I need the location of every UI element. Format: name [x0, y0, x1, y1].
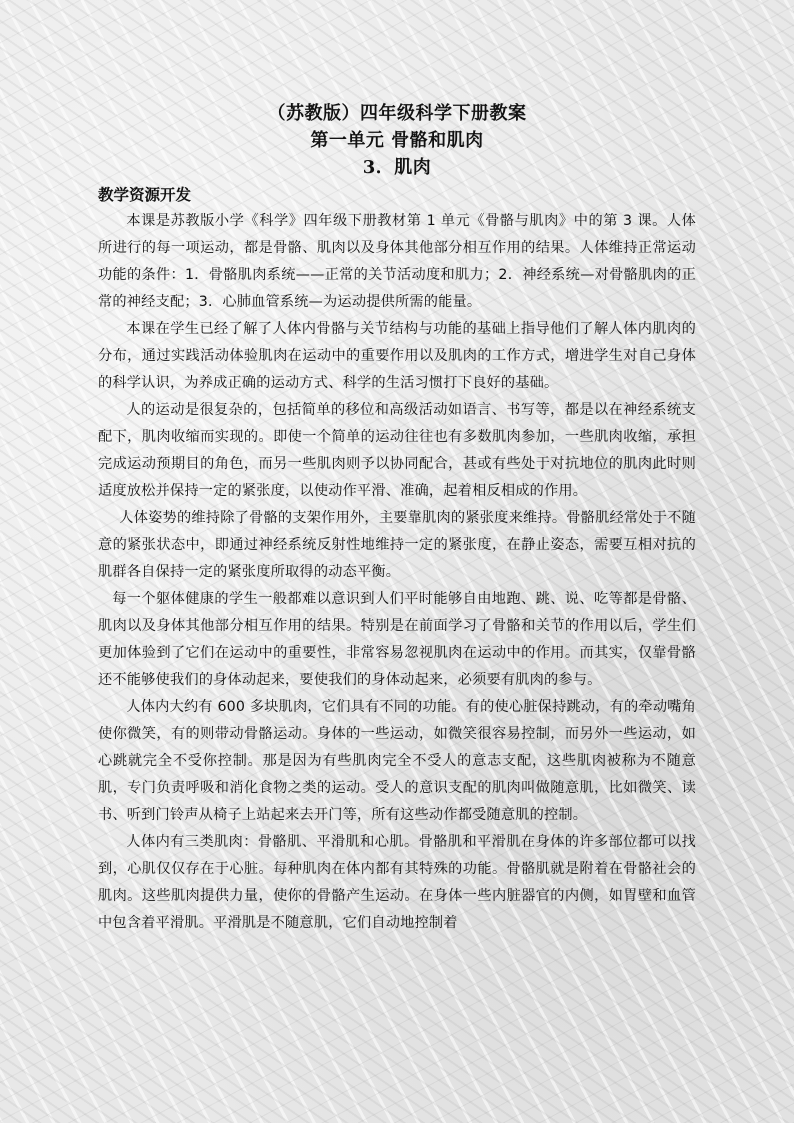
paragraph-lesson-basis: 本课在学生已经了解了人体内骨骼与关节结构与功能的基础上指导他们了解人体内肌肉的分布，通过实践活动体验肌肉在运动中的重要作用以及肌肉的工作方式，增进学生对自己身体的科学认识，为养成正确的运动方式、科学的生活习惯打下良好的基础。 [98, 321, 696, 391]
paragraph-muscle-count: 人体内大约有 600 多块肌肉，它们具有不同的功能。有的使心脏保持跳动，有的牵动嘴角使你微笑，有的则带动骨骼运动。身体的一些运动，如微笑很容易控制，而另外一些运动，如心跳就完全不受你控制。那是因为有些肌肉完全不受人的意志支配，这些肌肉被称为不随意肌，专门负责呼吸和消化食物之类的运动。受人的意识支配的肌肉叫做随意肌，比如微笑、读书、听到门铃声从椅子上站起来去开门等，所有这些动作都受随意肌的控制。 [98, 699, 696, 823]
paragraph-students: 每一个躯体健康的学生一般都难以意识到人们平时能够自由地跑、跳、说、吃等都是骨骼、肌肉以及身体其他部分相互作用的结果。特别是在前面学习了骨骼和关节的作用以后，学生们更加体验到了它们在运动中的重要性，非常容易忽视肌肉在运动中的作用。而其实，仅靠骨骼还不能够使我们的身体动起来，要使我们的身体动起来，必须要有肌肉的参与。 [98, 591, 696, 688]
lesson-title: 3．肌肉 [362, 157, 432, 178]
document-page [98, 100, 696, 937]
unit-title: 第一单元 骨骼和肌肉 [310, 130, 484, 151]
paragraph-muscle-types: 人体内有三类肌肉：骨骼肌、平滑肌和心肌。骨骼肌和平滑肌在身体的许多部位都可以找到，心肌仅仅存在于心脏。每种肌肉在体内都有其特殊的功能。骨骼肌就是附着在骨骼社会的肌肉。这些肌肉提供力量，使你的骨骼产生运动。在身体一些内脏器官的内侧，如胃壁和血管中包含着平滑肌。平滑肌是不随意肌，它们自动地控制着 [98, 834, 696, 931]
document-title-line1: （苏教版）四年级科学下册教案 [267, 103, 527, 124]
section-heading: 教学资源开发 [98, 185, 192, 204]
paragraph-intro: 本课是苏教版小学《科学》四年级下册教材第 1 单元《骨骼与肌肉》中的第 3 课。人体所进行的每一项运动，都是骨骼、肌肉以及身体其他部分相互作用的结果。人体维持正常运动功能的条件：1．骨骼肌肉系统——正常的关节活动度和肌力；2．神经系统—对骨骼肌肉的正常的神经支配；3．心肺血管系统—为运动提供所需的能量。 [98, 213, 696, 310]
paragraph-movement: 人的运动是很复杂的，包括简单的移位和高级活动如语言、书写等，都是以在神经系统支配下，肌肉收缩而实现的。即使一个简单的运动往往也有多数肌肉参加，一些肌肉收缩，承担完成运动预期目的角色，而另一些肌肉则予以协同配合，甚或有些处于对抗地位的肌肉此时则适度放松并保持一定的紧张度，以使动作平滑、准确，起着相反相成的作用。 [98, 402, 696, 499]
paragraph-posture: 人体姿势的维持除了骨骼的支架作用外，主要靠肌肉的紧张度来维持。骨骼肌经常处于不随意的紧张状态中，即通过神经系统反射性地维持一定的紧张度，在静止姿态，需要互相对抗的肌群各自保持一定的紧张度所取得的动态平衡。 [98, 510, 696, 580]
